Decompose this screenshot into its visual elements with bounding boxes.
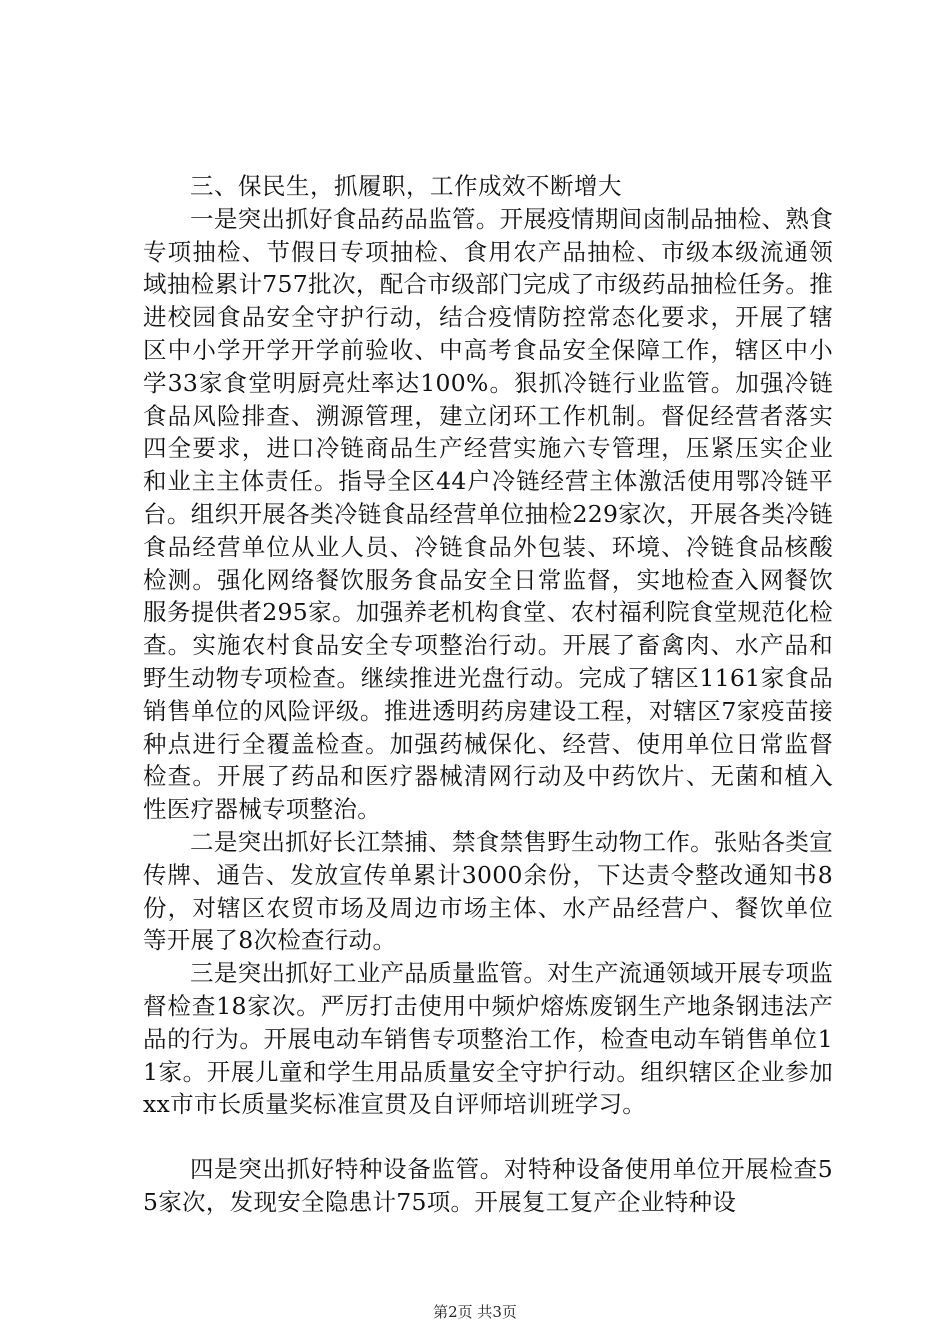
section-heading: 三、保民生，抓履职，工作成效不断增大 (190, 172, 622, 200)
paragraph-food-drug: 一是突出抓好食品药品监管。开展疫情期间卤制品抽检、熟食专项抽检、节假日专项抽检、食用农产品抽检、市级本级流通领域抽检累计757批次，配合市级部门完成了市级药品抽检任务。推进校园食品安全守护行动，结合疫情防控常态化要求，开展了辖区中小学开学开学前验收、中高考食品安全保障工作，辖区中小学33家食堂明厨亮灶率达100%。狠抓冷链行业监管。加强冷链食品风险排查、溯源管理，建立闭环工作机制。督促经营者落实四全要求，进口冷链商品生产经营实施六专管理，压紧压实企业和业主主体责任。指导全区44户冷链经营主体激活使用鄂冷链平台。组织开展各类冷链食品经营单位抽检229家次，开展各类冷链食品经营单位从业人员、冷链食品外包装、环境、冷链食品核酸检测。强化网络餐饮服务食品安全日常监督，实地检查入网餐饮服务提供者295家。加强养老机构食堂、农村福利院食堂规范化检查。实施农村食品安全专项整治行动。开展了畜禽肉、水产品和野生动物专项检查。继续推进光盘行动。完成了辖区1161家食品销售单位的风险评级。推进透明药房建设工程，对辖区7家疫苗接种点进行全覆盖检查。加强药械保化、经营、使用单位日常监督检查。开展了药品和医疗器械清网行动及中药饮片、无菌和植入性医疗器械专项整治。 (143, 204, 833, 824)
document-body (143, 170, 833, 1219)
paragraph-industrial-products: 三是突出抓好工业产品质量监管。对生产流通领域开展专项监督检查18家次。严厉打击使用中频炉熔炼废钢生产地条钢违法产品的行为。开展电动车销售专项整治工作，检查电动车销售单位11家。开展儿童和学生用品质量安全守护行动。组织辖区企业参加xx市市长质量奖标准宣贯及自评师培训班学习。 (143, 959, 833, 1119)
paragraph-special-equipment: 四是突出抓好特种设备监管。对特种设备使用单位开展检查55家次，发现安全隐患计75项。开展复工复产企业特种设 (143, 1155, 833, 1216)
paragraph-yangtze-ban: 二是突出抓好长江禁捕、禁食禁售野生动物工作。张贴各类宣传牌、通告、发放宣传单累计3000余份，下达责令整改通知书8份，对辖区农贸市场及周边市场主体、水产品经营户、餐饮单位等开展了8次检查行动。 (143, 827, 833, 955)
page-footer: 第2页 共3页 (433, 1303, 517, 1321)
